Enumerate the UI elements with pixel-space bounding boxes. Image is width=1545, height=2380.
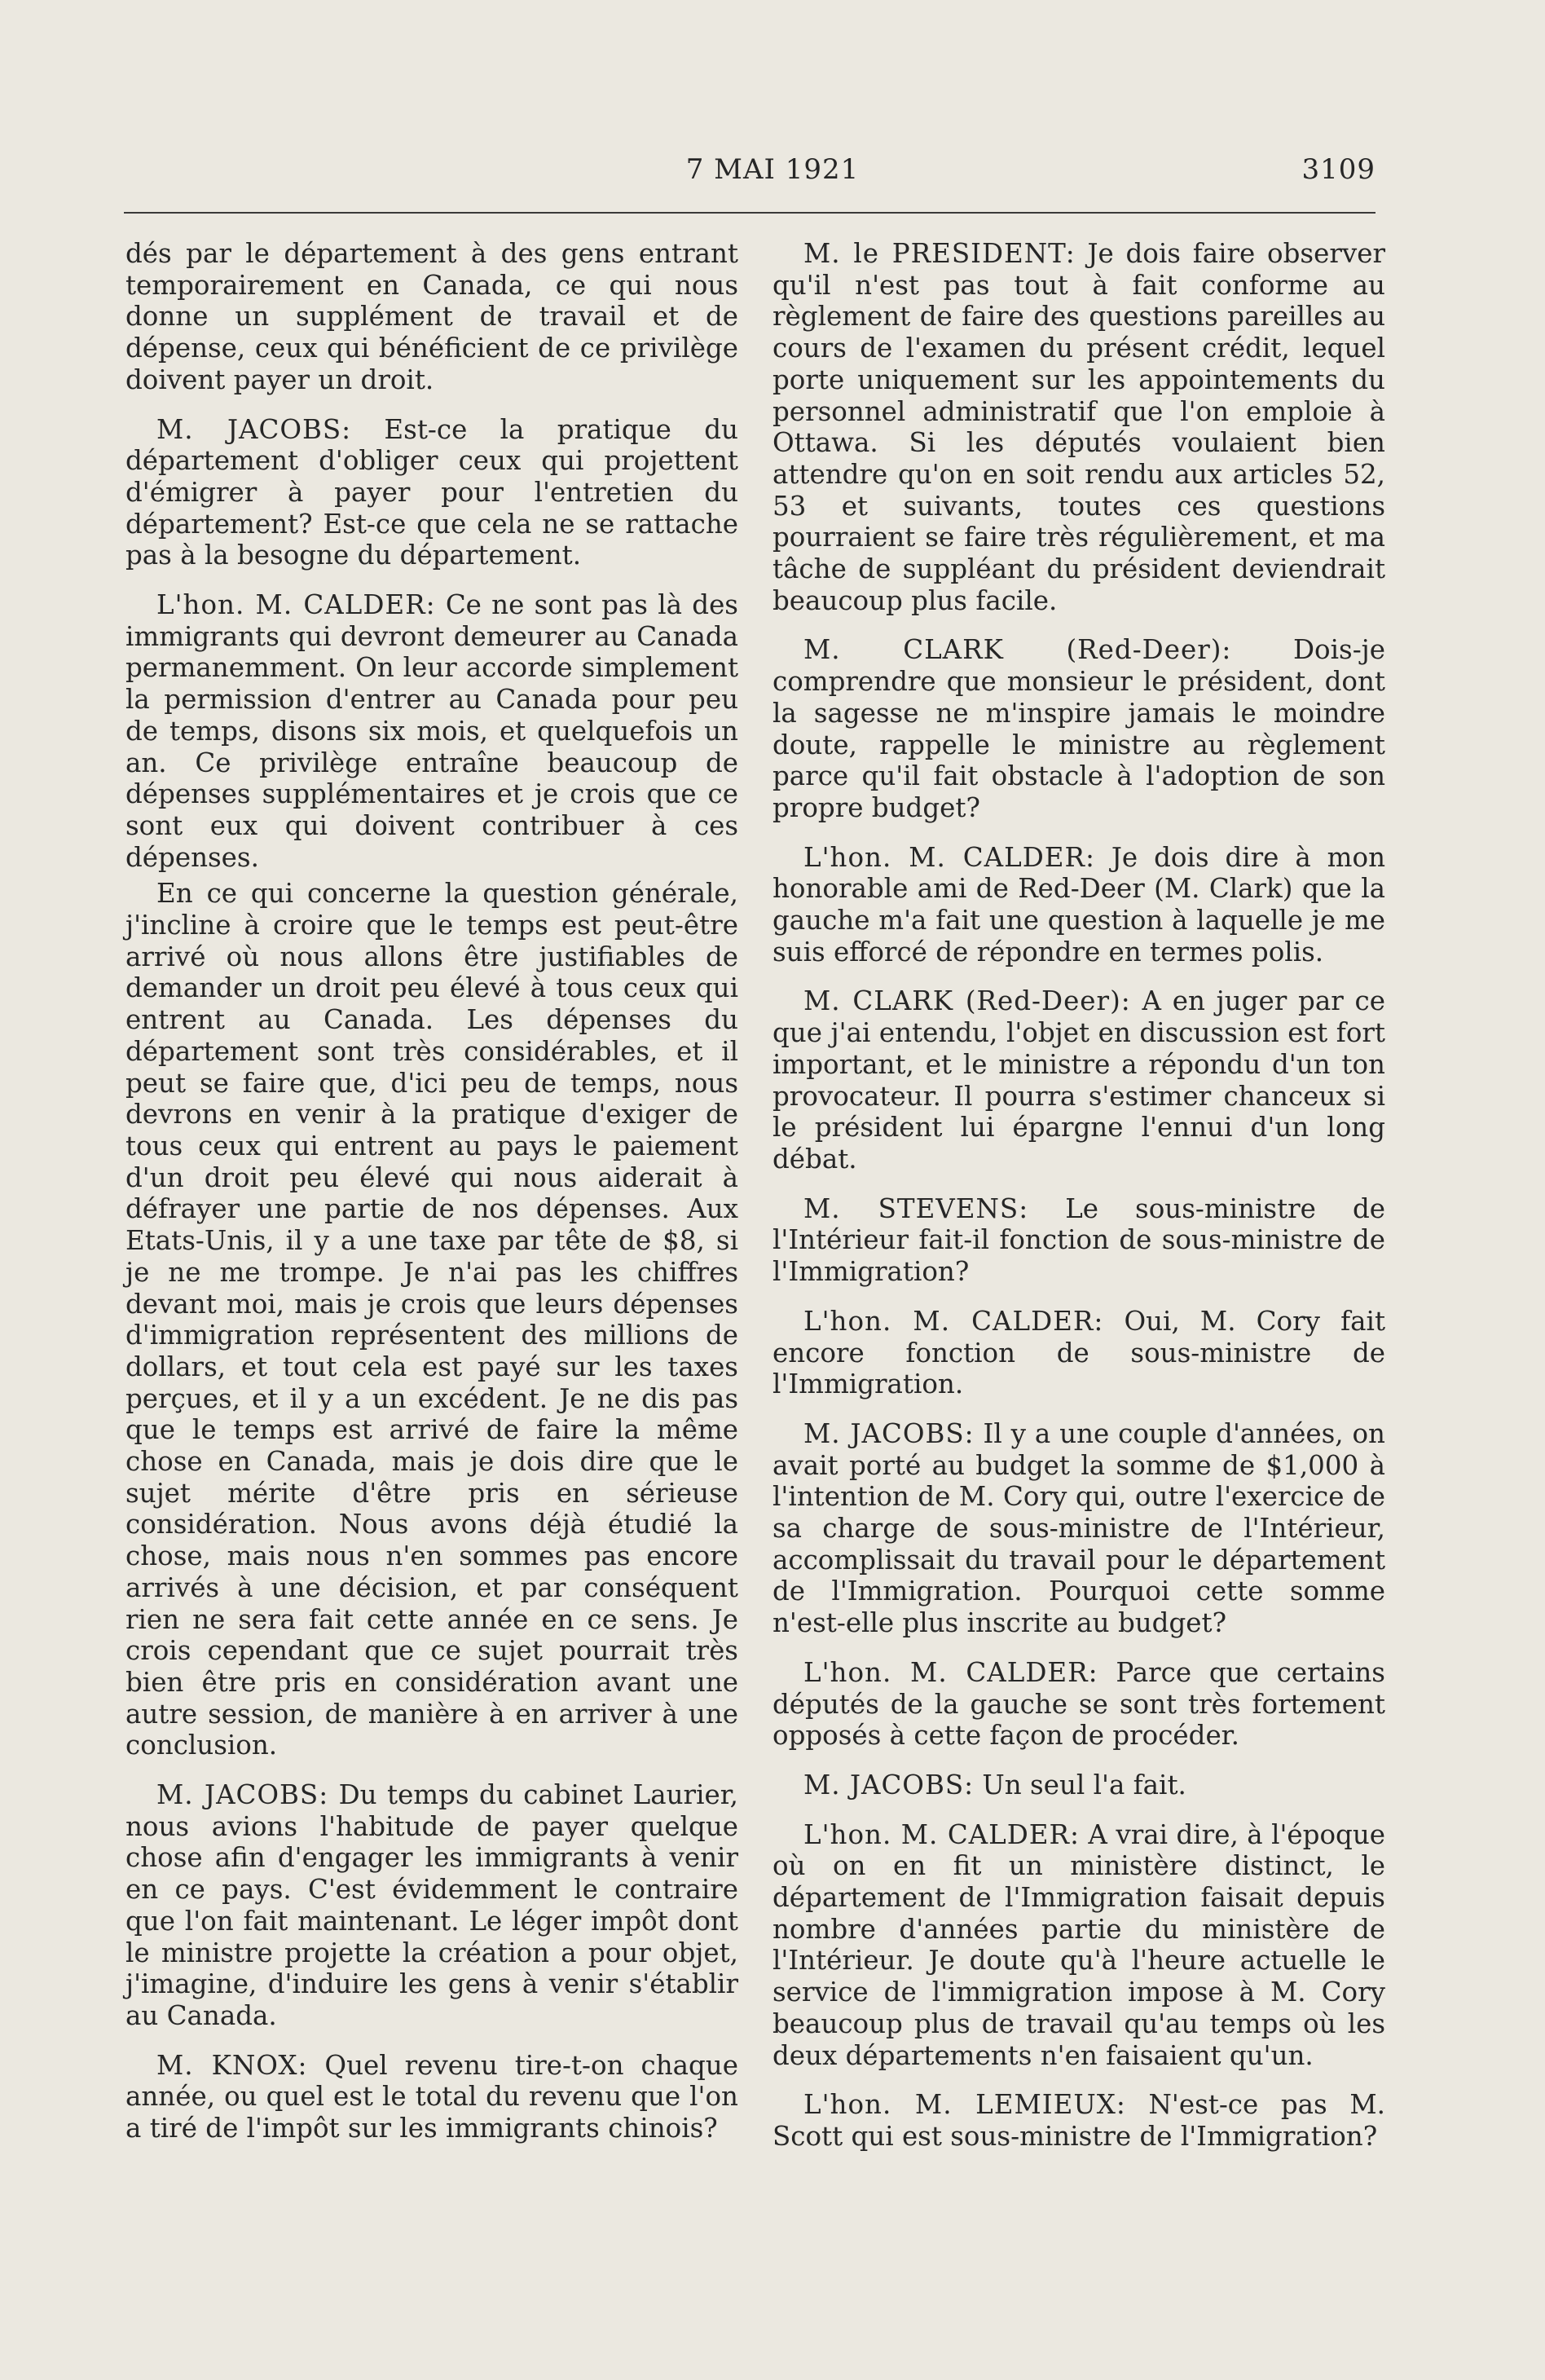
header-rule [124,212,1376,214]
paragraph-text: Est-ce la pratique du département d'obliger ceux qui projettent d'émigrer à payer pour l'entretien du département? Est-ce que cela ne se rattache pas à la besogne du département. [125,413,738,571]
speaker-name: M. CLARK (Red-Deer): [803,634,1232,666]
paragraph [772,1306,1385,1400]
right-column [772,238,1385,2153]
paragraph-text: Oui, M. Cory fait encore fonction de sous-ministre de l'Immigration. [772,1305,1386,1400]
left-column [125,238,738,2144]
paragraph-text: Je dois faire observer qu'il n'est pas tout à fait conforme au règlement de faire des questions pareilles au cours de l'examen du présent crédit, lequel porte uniquement sur les appointements du personnel administratif que l'on emploie à Ottawa. Si les députés voulaient bien attendre qu'on en soit rendu aux articles 52, 53 et suivants, toutes ces questions pourraient se faire très régulièrement, et ma tâche de suppléant du président deviendrait beaucoup plus facile. [772,238,1385,616]
paragraph [772,238,1385,616]
paragraph-text: Dois-je comprendre que monsieur le président, dont la sagesse ne m'inspire jamais le moindre doute, rappelle le ministre au règlement parce qu'il fait obstacle à l'adoption de son propre budget? [772,634,1385,823]
paragraph-text: Quel revenu tire-t-on chaque année, ou quel est le total du revenu que l'on a tiré de l'impôt sur les immigrants chinois? [125,2049,738,2144]
paragraph [125,238,738,396]
paragraph-text: En ce qui concerne la question générale, j'incline à croire que le temps est peut-être arrivé où nous allons être justifiables de demander un droit peu élevé à tous ceux qui entrent au Canada. Les dépenses du département sont très considérables, et il peut se faire que, d'ici peu de temps, nous devrons en venir à la pratique d'exiger de tous ceux qui entrent au pays le paiement d'un droit peu élevé qui nous aiderait à défrayer une partie de nos dépenses. Aux Etats-Unis, il y a une taxe par tête de $8, si je ne me trompe. Je n'ai pas les chiffres devant moi, mais je crois que leurs dépenses d'immigration représentent des millions de dollars, et tout cela est payé sur les taxes perçues, et il y a un excédent. Je ne dis pas que le temps est arrivé de faire la même chose en Canada, mais je dois dire que le sujet mérite d'être pris en sérieuse considération. Nous avons déjà étudié la chose, mais nous n'en sommes pas encore arrivés à une décision, et par conséquent rien ne sera fait cette année en ce sens. Je crois cependant que ce sujet pourrait très bien être pris en considération avant une autre session, de manière à en arriver à une conclusion. [125,878,738,1761]
speaker-name: M. JACOBS: [156,1779,329,1811]
paragraph [125,878,738,1761]
speaker-name: L'hon. M. LEMIEUX: [803,2089,1126,2121]
speaker-name: M. CLARK (Red-Deer): [803,985,1131,1017]
paragraph [125,414,738,572]
speaker-name: L'hon. M. CALDER: [803,841,1095,873]
paragraph-text: Du temps du cabinet Laurier, nous avions l'habitude de payer quelque chose afin d'engager les immigrants à venir en ce pays. C'est évidemment le contraire que l'on fait maintenant. Le léger impôt dont le ministre projette la création a pour objet, j'imagine, d'induire les gens à venir s'établir au Canada. [125,1779,738,2031]
speaker-name: L'hon. M. CALDER: [803,1656,1098,1688]
page-number: 3109 [1301,153,1376,186]
paragraph-text: Un seul l'a fait. [982,1769,1186,1800]
paragraph [772,985,1385,1175]
paragraph [125,1779,738,2032]
paragraph-text: N'est-ce pas M. Scott qui est sous-ministre de l'Immigration? [772,2089,1385,2152]
paragraph-text: Parce que certains députés de la gauche se sont très fortement opposés à cette façon de procéder. [772,1656,1385,1752]
paragraph [772,1819,1385,2072]
speaker-name: M. KNOX: [156,2049,308,2081]
speaker-name: M. JACOBS: [803,1417,975,1449]
paragraph-text: A en juger par ce que j'ai entendu, l'objet en discussion est fort important, et le ministre a répondu d'un ton provocateur. Il pourra s'estimer chanceux si le président lui épargne l'ennui d'un long débat. [772,985,1385,1175]
speaker-name: M. STEVENS: [803,1192,1029,1224]
paragraph [772,634,1385,823]
paragraph [772,2089,1385,2152]
paragraph-text: Ce ne sont pas là des immigrants qui devront demeurer au Canada permanemment. On leur accorde simplement la permission d'entrer au Canada pour peu de temps, disons six mois, et quelquefois un an. Ce privilège entraîne beaucoup de dépenses supplémentaires et je crois que ce sont eux qui doivent contribuer à ces dépenses. [125,589,738,873]
speaker-name: L'hon. M. CALDER: [156,589,436,621]
speaker-name: M. JACOBS: [803,1769,975,1800]
paragraph-text: A vrai dire, à l'époque où on en fit un ministère distinct, le département de l'Immigration faisait depuis nombre d'années partie du ministère de l'Intérieur. Je doute qu'à l'heure actuelle le service de l'immigration impose à M. Cory beaucoup plus de travail qu'au temps où les deux départements n'en faisaient qu'un. [772,1818,1385,2071]
paragraph [125,589,738,873]
speaker-name: L'hon. M. CALDER: [803,1305,1104,1337]
paragraph [772,1657,1385,1752]
paragraph-text: dés par le département à des gens entrant temporairement en Canada, ce qui nous donne un supplément de travail et de dépense, ceux qui bénéficient de ce privilège doivent payer un droit. [125,238,738,395]
speaker-name: M. le PRESIDENT: [803,238,1076,269]
speaker-name: M. JACOBS: [156,413,352,445]
paragraph [125,2050,738,2144]
page-date: 7 MAI 1921 [685,153,860,186]
speaker-name: L'hon. M. CALDER: [803,1818,1080,1850]
paragraph [772,1418,1385,1639]
paragraph [772,1770,1385,1801]
paragraph-text: Il y a une couple d'années, on avait porté au budget la somme de $1,000 à l'intention de M. Cory qui, outre l'exercice de sa charge de sous-ministre de l'Intérieur, accomplissait du travail pour le département de l'Immigration. Pourquoi cette somme n'est-elle plus inscrite au budget? [772,1417,1385,1639]
paragraph-text: Je dois dire à mon honorable ami de Red-Deer (M. Clark) que la gauche m'a fait une question à laquelle je me suis efforcé de répondre en termes polis. [772,841,1385,967]
paragraph [772,1193,1385,1288]
paragraph-text: Le sous-ministre de l'Intérieur fait-il fonction de sous-ministre de l'Immigration? [772,1192,1385,1288]
paragraph [772,842,1385,968]
